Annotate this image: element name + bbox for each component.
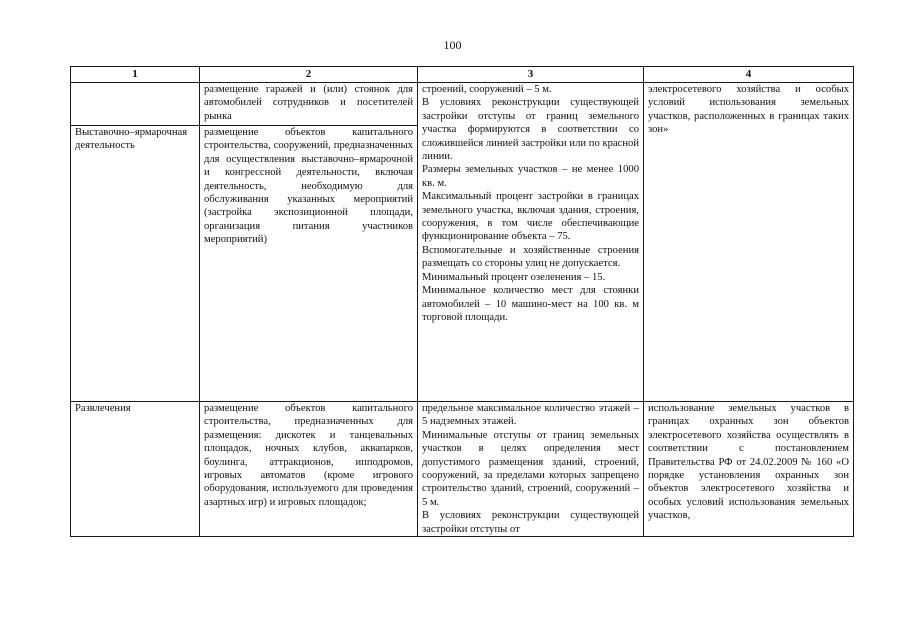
page-number: 100	[443, 38, 462, 52]
row3-restrictions: использование земельных участков в границах охранных зон объектов электросетевого хозяйства осуществлять в соответствии с постановлением Правительства РФ от 24.02.2009 № 160 «О порядке установления охранных зон объектов электросетевого хозяйства и особых условий использования земельных участков,	[644, 402, 854, 537]
param-paragraph: предельное максимальное количество этажей – 5 надземных этажей.	[422, 403, 639, 428]
table-row	[71, 83, 854, 126]
param-paragraph: Минимальный процент озеленения – 15.	[422, 271, 606, 283]
param-paragraph: Размеры земельных участков – не менее 1000 кв. м.	[422, 164, 639, 189]
row2-use-name: Выставочно–ярмарочная деятельность	[71, 126, 200, 402]
table-row	[71, 402, 854, 537]
row1-parameters	[418, 83, 644, 402]
row3-use-description: размещение объектов капитального строительства, предназначенных для размещения: дискотек и танцевальных площадок, ночных клубов, аквапарков, боулинга, аттракционов, ипподромов, игровых автоматов (кроме игрового оборудования, используемого для проведения азартных игр) и игровых площадок;	[200, 402, 418, 537]
row3-parameters	[418, 402, 644, 537]
row1-use-name	[71, 83, 200, 126]
param-paragraph: В условиях реконструкции существующей застройки отступы от	[422, 510, 639, 535]
row1-restrictions: электросетевого хозяйства и особых условий использования земельных участков, расположенных в границах таких зон»	[644, 83, 854, 402]
row3-use-name: Развлечения	[71, 402, 200, 537]
param-paragraph: Вспомогательные и хозяйственные строения размещать со стороны улиц не допускается.	[422, 244, 639, 270]
param-paragraph: В условиях реконструкции существующей застройки отступы от границ земельного участка формируются в соответствии со сложившейся линией застройки или по красной линии.	[422, 97, 639, 163]
row2-use-description: размещение объектов капитального строительства, сооружений, предназначенных для осуществления выставочно–ярмарочной и конгрессной деятельности, включая деятельность, необходимую для обслуживания указанных мероприятий (застройка экспозиционной площади, организация питания участников мероприятий)	[200, 126, 418, 402]
param-paragraph: Минимальное количество мест для стоянки автомобилей – 10 машино-мест на 100 кв. м торговой площади.	[422, 285, 639, 323]
header-col-1: 1	[71, 67, 200, 83]
header-col-4: 4	[644, 67, 854, 83]
param-paragraph: Максимальный процент застройки в границах земельного участка, включая здания, строения, сооружения, в том числе обеспечивающие функционирование объекта – 75.	[422, 191, 639, 243]
row1-use-description: размещение гаражей и (или) стоянок для автомобилей сотрудников и посетителей рынка	[200, 83, 418, 126]
param-paragraph: Минимальные отступы от границ земельных участков в целях определения мест допустимого размещения зданий, строений, сооружений, за пределами которых запрещено строительство зданий, строений, сооружений – 5 м.	[422, 429, 639, 508]
regulations-table	[70, 66, 854, 537]
param-paragraph: строений, сооружений – 5 м.	[422, 84, 552, 95]
header-col-2: 2	[200, 67, 418, 83]
header-col-3: 3	[418, 67, 644, 83]
table-header-row	[71, 67, 854, 83]
